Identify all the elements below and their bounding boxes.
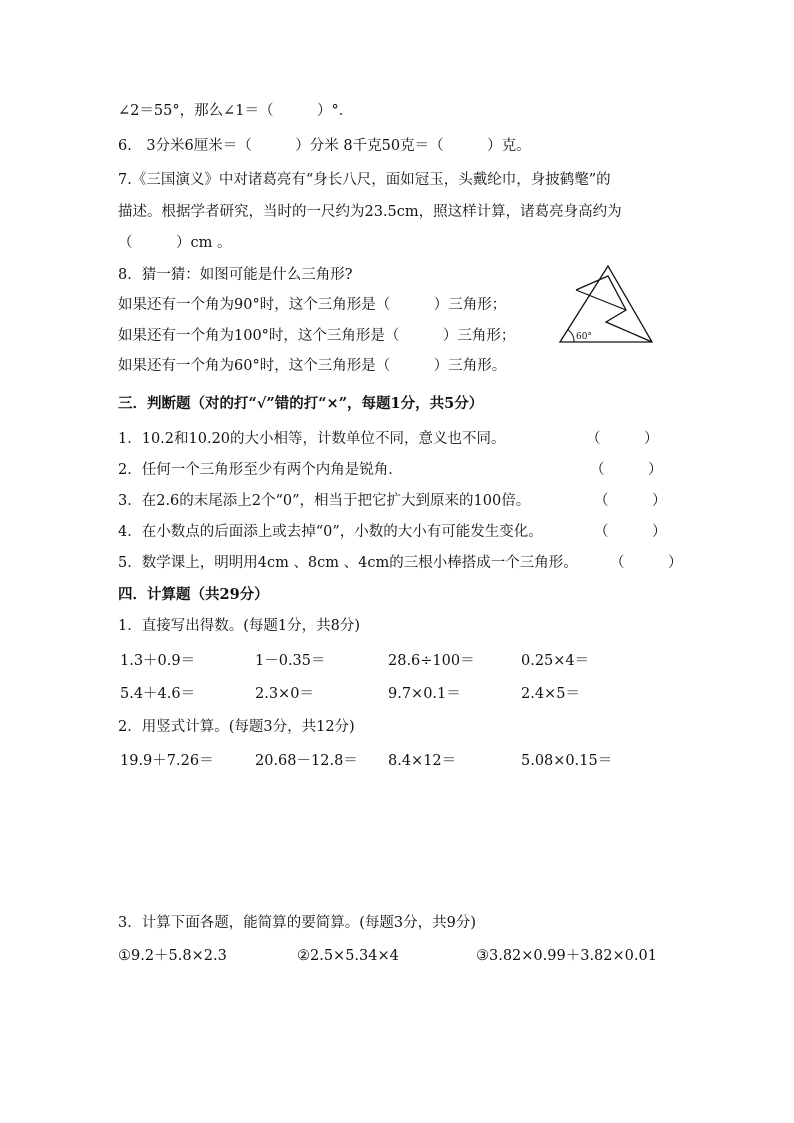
expr: ①9.2＋5.8×2.3 [118,948,227,964]
expr: 5.4＋4.6＝ [120,686,196,702]
expr: ③3.82×0.99＋3.82×0.01 [476,948,657,964]
triangle-figure [556,262,656,352]
q8-option-b: 如果还有一个角为100°时，这个三角形是（ ）三角形； [118,328,516,344]
q6-text: 6. 3分米6厘米＝（ ）分米 8千克50克＝（ ）克。 [118,138,531,154]
q7-line3: （ ）cm 。 [118,235,232,251]
judge-item-5: 5．数学课上，明明用4cm 、8cm 、4cm的三根小棒搭成一个三角形。 [118,555,578,571]
calc-sub2: 2．用竖式计算。(每题3分，共12分) [118,719,355,735]
expr: 8.4×12＝ [388,753,457,769]
q7-line1: 7.《三国演义》中对诸葛亮有“身长八尺，面如冠玉，头戴纶巾，身披鹤氅”的 [118,172,611,188]
expr: 5.08×0.15＝ [521,753,613,769]
expr: 2.3×0＝ [255,686,314,702]
judge-paren-3[interactable]: （ ） [594,493,667,509]
judge-item-3: 3．在2.6的末尾添上2个“0”，相当于把它扩大到原来的100倍。 [118,493,531,509]
judge-item-2: 2．任何一个三角形至少有两个内角是锐角． [118,462,403,478]
q8-title: 8．猜一猜：如图可能是什么三角形? [118,267,353,283]
expr: 1.3＋0.9＝ [120,653,196,669]
calc-title: 四．计算题（共29分） [118,586,269,603]
judge-paren-1[interactable]: （ ） [586,431,659,447]
expr: 2.4×5＝ [521,686,580,702]
expr: 20.68－12.8＝ [255,753,358,769]
expr: 28.6÷100＝ [388,653,475,669]
expr: 0.25×4＝ [521,653,590,669]
calc-sub3: 3．计算下面各题，能简算的要简算。(每题3分，共9分) [118,915,476,931]
expr: 19.9＋7.26＝ [120,753,214,769]
judge-title: 三．判断题（对的打“√”错的打“×”，每题1分，共5分） [118,395,484,412]
q5-tail: ∠2＝55°，那么∠1＝（ ）°． [118,103,354,119]
q8-option-c: 如果还有一个角为60°时，这个三角形是（ ）三角形。 [118,358,507,374]
calc-sub1: 1．直接写出得数。(每题1分，共8分) [118,618,360,634]
judge-paren-2[interactable]: （ ） [590,462,663,478]
judge-paren-5[interactable]: （ ） [610,555,683,571]
judge-paren-4[interactable]: （ ） [594,524,667,540]
expr: ②2.5×5.34×4 [297,948,399,964]
expr: 9.7×0.1＝ [388,686,461,702]
judge-item-4: 4．在小数点的后面添上或去掉“0”，小数的大小有可能发生变化。 [118,524,543,540]
angle-label: 60° [576,332,592,342]
expr: 1－0.35＝ [255,653,326,669]
q7-line2: 描述。根据学者研究，当时的一尺约为23.5cm，照这样计算，诸葛亮身高约为 [118,204,622,220]
q8-option-a: 如果还有一个角为90°时，这个三角形是（ ）三角形； [118,297,507,313]
judge-item-1: 1．10.2和10.20的大小相等，计数单位不同，意义也不同。 [118,431,506,447]
